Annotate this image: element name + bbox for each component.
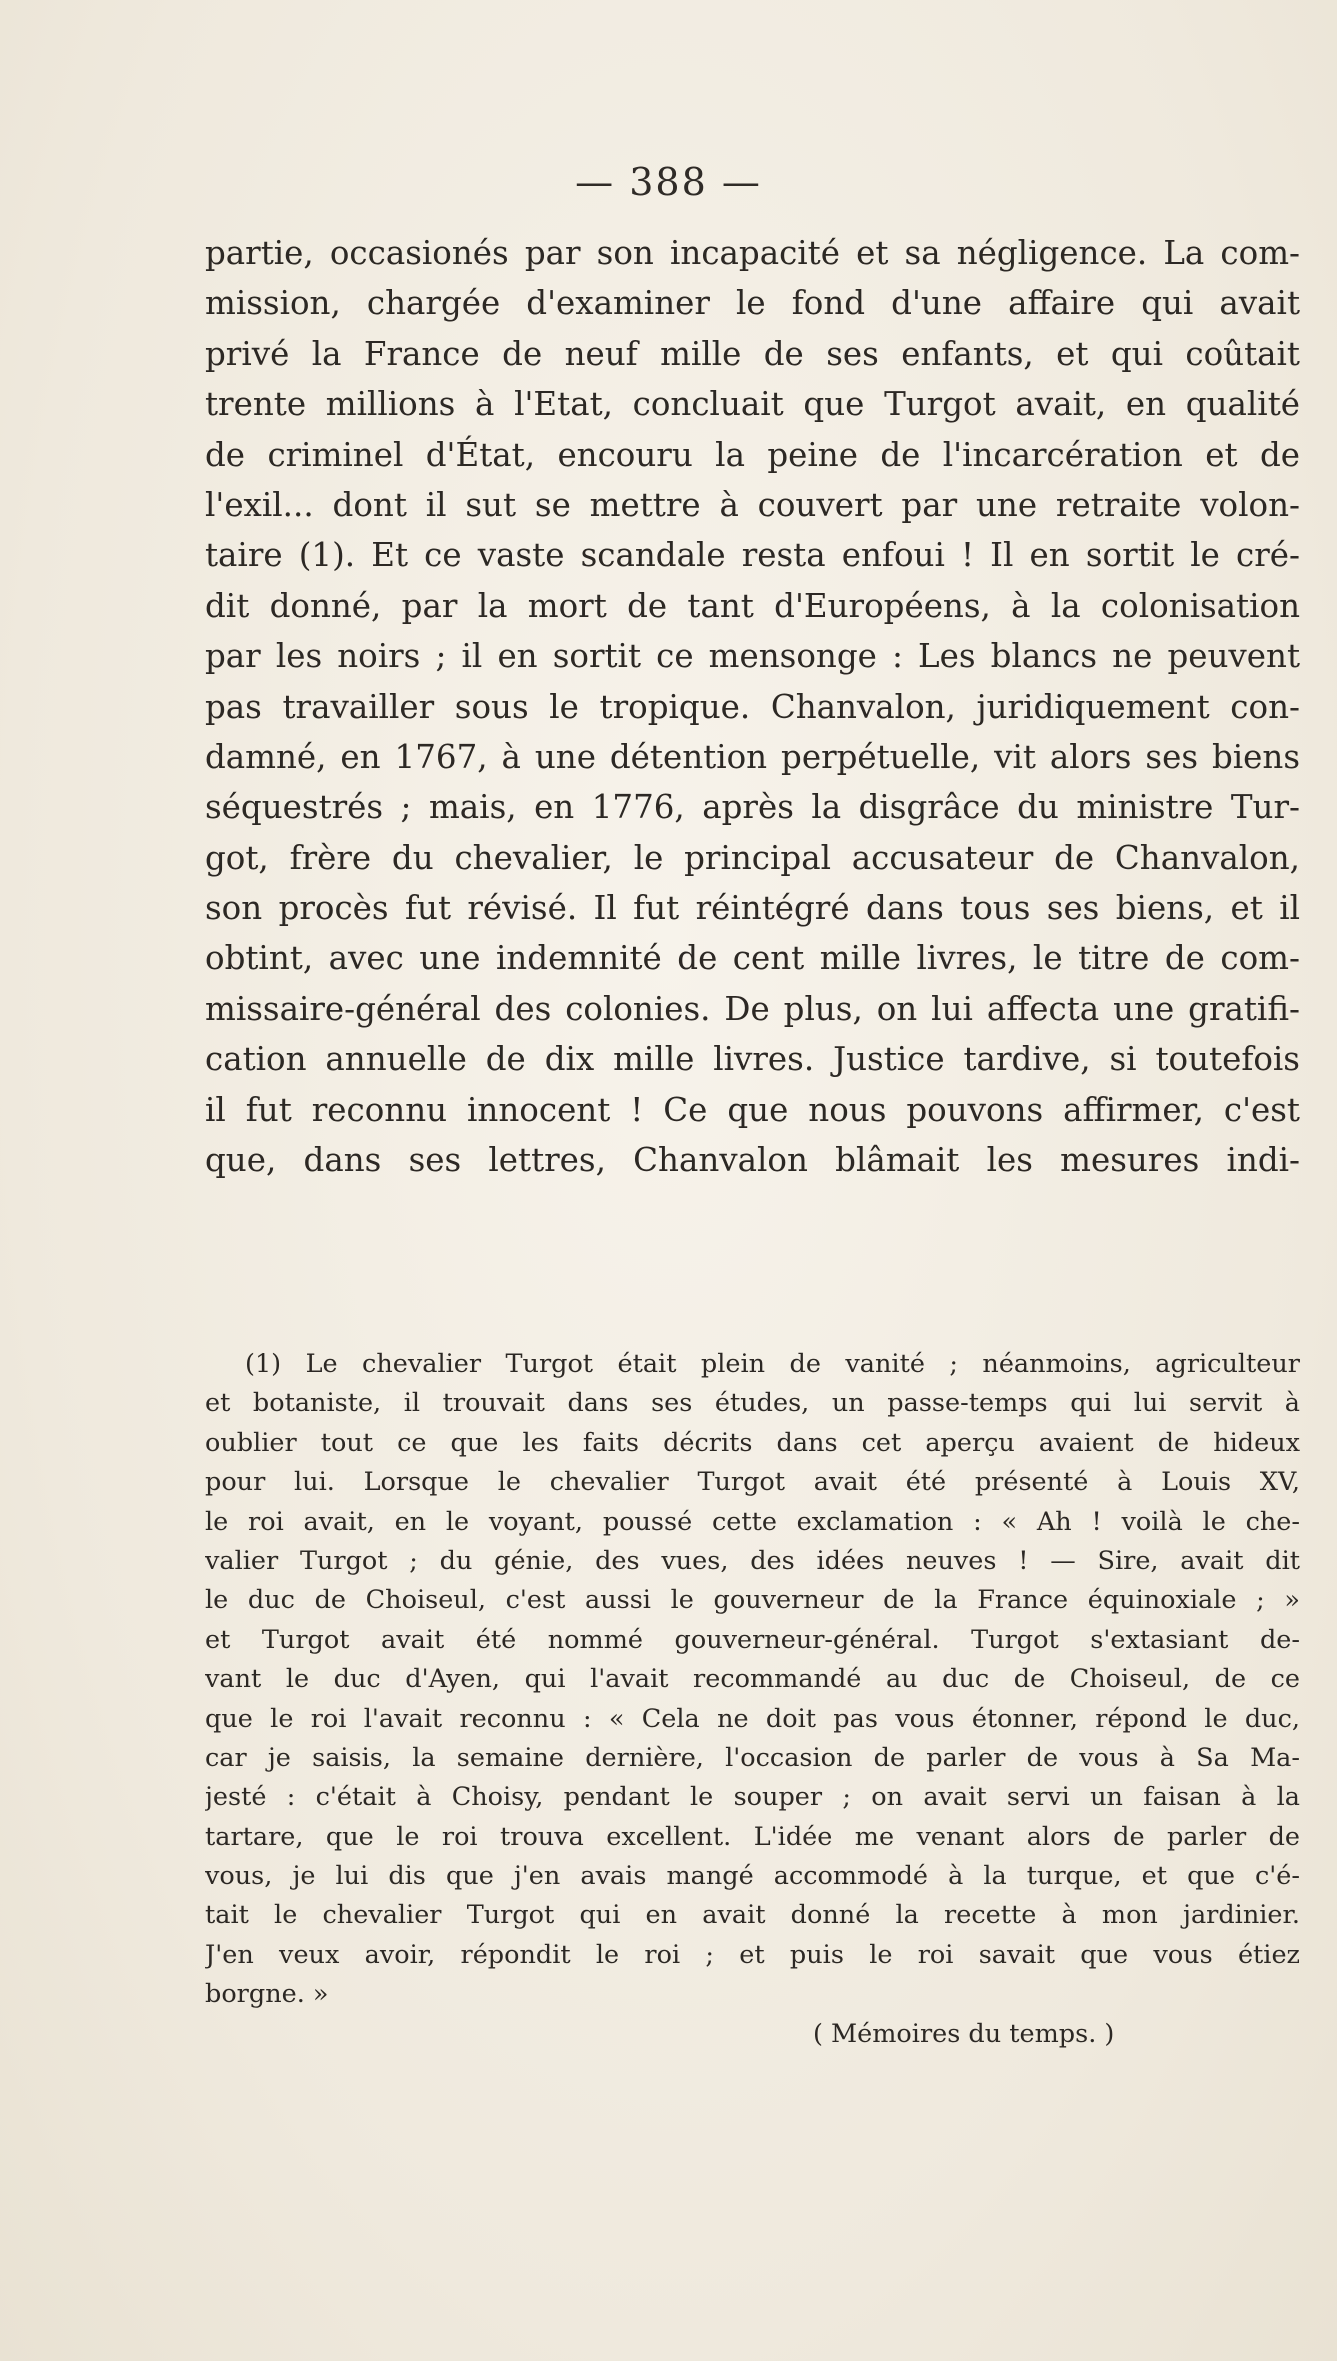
footnote-line: J'en veux avoir, répondit le roi ; et puis le roi savait que vous étiez bbox=[205, 1939, 1300, 1970]
text-line: par les noirs ; il en sortit ce mensonge : Les blancs ne peuvent bbox=[205, 637, 1300, 676]
footnote-line: le duc de Choiseul, c'est aussi le gouverneur de la France équinoxiale ; » bbox=[205, 1585, 1300, 1616]
footnote-line: pour lui. Lorsque le chevalier Turgot avait été présenté à Louis XV, bbox=[205, 1467, 1300, 1498]
footnote-line: jesté : c'était à Choisy, pendant le souper ; on avait servi un faisan à la bbox=[205, 1782, 1300, 1813]
text-line: que, dans ses lettres, Chanvalon blâmait les mesures indi- bbox=[205, 1141, 1300, 1180]
footnote-source: ( Mémoires du temps. ) bbox=[813, 2018, 1115, 2049]
text-line: dit donné, par la mort de tant d'Européens, à la colonisation bbox=[205, 586, 1300, 625]
text-line: missaire-général des colonies. De plus, on lui affecta une gratifi- bbox=[205, 989, 1300, 1028]
footnote-line: et botaniste, il trouvait dans ses études, un passe-temps qui lui servit à bbox=[205, 1388, 1300, 1419]
footnote-line: que le roi l'avait reconnu : « Cela ne doit pas vous étonner, répond le duc, bbox=[205, 1703, 1300, 1734]
text-line: partie, occasionés par son incapacité et sa négligence. La com- bbox=[205, 234, 1300, 272]
main-text bbox=[205, 228, 1300, 1185]
text-line: privé la France de neuf mille de ses enfants, et qui coûtait bbox=[205, 334, 1300, 373]
footnote-line: tartare, que le roi trouva excellent. L'idée me venant alors de parler de bbox=[205, 1821, 1300, 1852]
footnote-line: vant le duc d'Ayen, qui l'avait recommandé au duc de Choiseul, de ce bbox=[205, 1664, 1300, 1695]
footnote-line: le roi avait, en le voyant, poussé cette exclamation : « Ah ! voilà le che- bbox=[205, 1506, 1300, 1537]
text-line: trente millions à l'Etat, concluait que Turgot avait, en qualité bbox=[205, 385, 1300, 424]
text-line: l'exil... dont il sut se mettre à couvert par une retraite volon- bbox=[205, 485, 1300, 524]
footnote-line: oublier tout ce que les faits décrits dans cet aperçu avaient de hideux bbox=[205, 1427, 1300, 1458]
text-line: pas travailler sous le tropique. Chanvalon, juridiquement con- bbox=[205, 687, 1300, 726]
text-line: damné, en 1767, à une détention perpétuelle, vit alors ses biens bbox=[205, 737, 1300, 776]
footnote-line: borgne. » bbox=[205, 1979, 329, 2010]
text-line: cation annuelle de dix mille livres. Justice tardive, si toutefois bbox=[205, 1040, 1300, 1079]
footnote-line: vous, je lui dis que j'en avais mangé accommodé à la turque, et que c'é- bbox=[205, 1861, 1300, 1892]
text-line: obtint, avec une indemnité de cent mille livres, le titre de com- bbox=[205, 939, 1300, 978]
page-number: — 388 — bbox=[575, 160, 762, 204]
footnote-line: (1) Le chevalier Turgot était plein de vanité ; néanmoins, agriculteur bbox=[245, 1349, 1300, 1379]
footnote-line: tait le chevalier Turgot qui en avait donné la recette à mon jardinier. bbox=[205, 1900, 1300, 1931]
text-line: mission, chargée d'examiner le fond d'une affaire qui avait bbox=[205, 284, 1300, 323]
text-line: taire (1). Et ce vaste scandale resta enfoui ! Il en sortit le cré- bbox=[205, 536, 1300, 575]
text-line: séquestrés ; mais, en 1776, après la disgrâce du ministre Tur- bbox=[205, 788, 1300, 827]
text-line: son procès fut révisé. Il fut réintégré dans tous ses biens, et il bbox=[205, 889, 1300, 928]
footnote bbox=[205, 1345, 1300, 2054]
footnote-line: et Turgot avait été nommé gouverneur-général. Turgot s'extasiant de- bbox=[205, 1624, 1300, 1655]
footnote-line: valier Turgot ; du génie, des vues, des idées neuves ! — Sire, avait dit bbox=[205, 1545, 1300, 1576]
text-line: il fut reconnu innocent ! Ce que nous pouvons affirmer, c'est bbox=[205, 1090, 1300, 1129]
footnote-line: car je saisis, la semaine dernière, l'occasion de parler de vous à Sa Ma- bbox=[205, 1742, 1300, 1773]
text-line: got, frère du chevalier, le principal accusateur de Chanvalon, bbox=[205, 838, 1300, 877]
text-line: de criminel d'État, encouru la peine de l'incarcération et de bbox=[205, 435, 1300, 474]
